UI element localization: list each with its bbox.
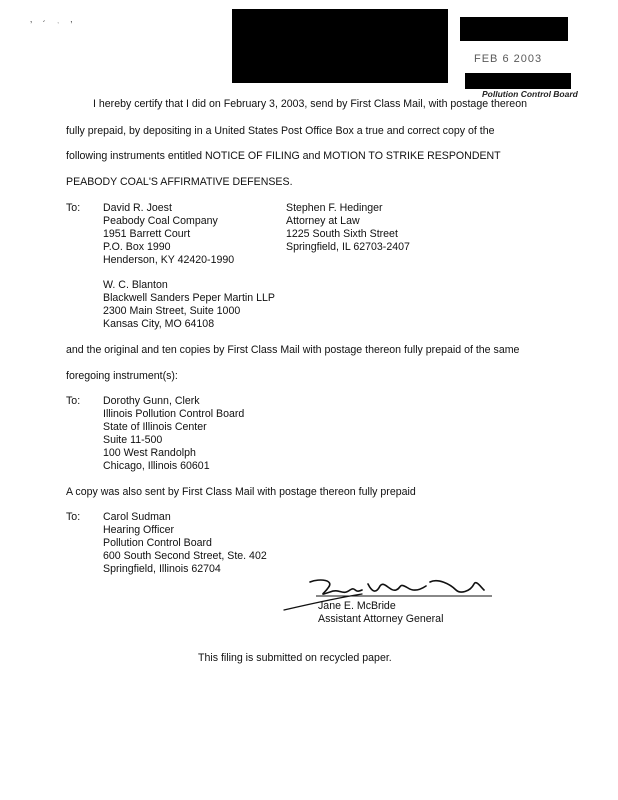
certification-line-3: following instruments entitled NOTICE OF FILING and MOTION TO STRIKE RESPONDENT [66, 150, 501, 162]
clerk-address [103, 395, 244, 473]
address-line: Illinois Pollution Control Board [103, 408, 245, 420]
address-line: Suite 11-500 [103, 434, 163, 446]
address-line: State of Illinois Center [103, 421, 207, 433]
redaction-block-main [232, 9, 448, 83]
recycled-paper-note: This filing is submitted on recycled paper. [198, 652, 392, 664]
signatory-title: Assistant Attorney General [318, 613, 444, 625]
address-line: Henderson, KY 42420-1990 [103, 254, 235, 266]
address-line: Dorothy Gunn, Clerk [103, 395, 200, 407]
address-line: Blackwell Sanders Peper Martin LLP [103, 292, 275, 304]
address-line: Pollution Control Board [103, 537, 212, 549]
address-line: P.O. Box 1990 [103, 241, 171, 253]
hearing-officer-address [103, 511, 267, 576]
recipient-blanton-address [103, 279, 275, 331]
address-line: Springfield, Illinois 62704 [103, 563, 221, 575]
original-copies-line-1: and the original and ten copies by First Class Mail with postage thereon fully prepaid of the same [66, 344, 520, 356]
original-copies-line-2: foregoing instrument(s): [66, 370, 178, 382]
received-stamp-board: Pollution Control Board [482, 89, 578, 99]
recipient-hedinger-address [286, 202, 410, 254]
certification-line-2: fully prepaid, by depositing in a United States Post Office Box a true and correct copy of the [66, 125, 495, 137]
address-line: 1951 Barrett Court [103, 228, 191, 240]
address-line: Attorney at Law [286, 215, 360, 227]
header-scribble: ’ ´ ˑ ’ [30, 20, 77, 31]
recipient-joest-address [103, 202, 234, 267]
address-line: David R. Joest [103, 202, 172, 214]
certification-line-4: PEABODY COAL'S AFFIRMATIVE DEFENSES. [66, 176, 293, 188]
copy-note: A copy was also sent by First Class Mail with postage thereon fully prepaid [66, 486, 416, 498]
address-line: Kansas City, MO 64108 [103, 318, 215, 330]
to-label-1: To: [66, 202, 81, 214]
address-line: Springfield, IL 62703-2407 [286, 241, 410, 253]
address-line: 600 South Second Street, Ste. 402 [103, 550, 267, 562]
address-line: Stephen F. Hedinger [286, 202, 383, 214]
address-line: Peabody Coal Company [103, 215, 218, 227]
address-line: 1225 South Sixth Street [286, 228, 398, 240]
address-line: 2300 Main Street, Suite 1000 [103, 305, 241, 317]
address-line: Carol Sudman [103, 511, 171, 523]
redaction-block-top-right [460, 17, 568, 41]
certification-line-1: I hereby certify that I did on February 3, 2003, send by First Class Mail, with postage thereon [93, 98, 527, 110]
address-line: Chicago, Illinois 60601 [103, 460, 210, 472]
redaction-block-lower-right [465, 73, 571, 89]
address-line: W. C. Blanton [103, 279, 168, 291]
to-label-2: To: [66, 395, 81, 407]
address-line: 100 West Randolph [103, 447, 196, 459]
received-stamp-date: FEB 6 2003 [474, 53, 543, 65]
signatory-name: Jane E. McBride [318, 600, 396, 612]
to-label-3: To: [66, 511, 81, 523]
address-line: Hearing Officer [103, 524, 175, 536]
